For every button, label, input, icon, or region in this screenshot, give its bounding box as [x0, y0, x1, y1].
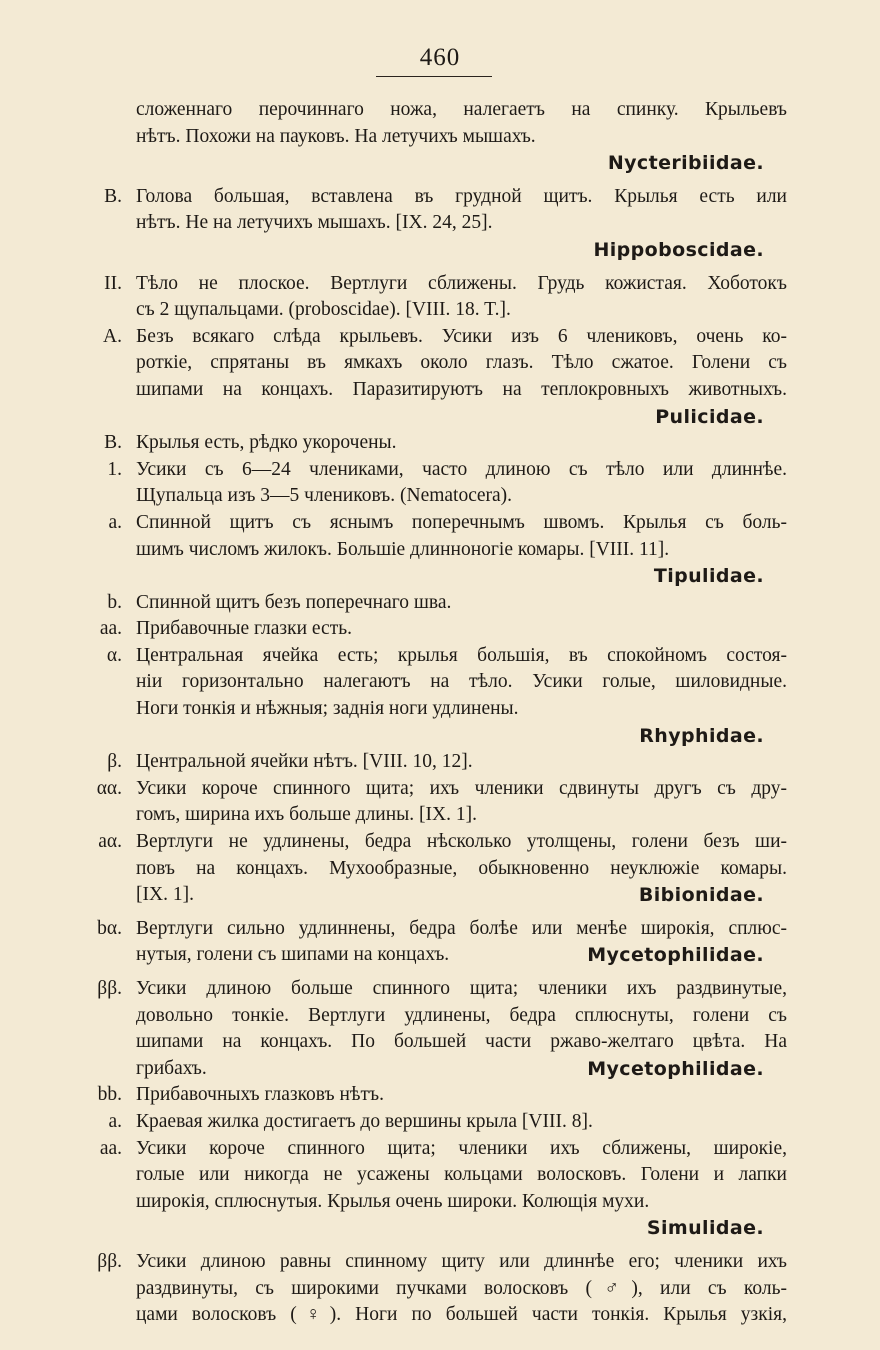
key-marker: aα. [98, 831, 122, 853]
text-line [0, 124, 880, 151]
paragraph-gap [0, 909, 880, 916]
line-text: шипами на концахъ. По большей части ржаво-желтаго цвѣта. На [136, 1031, 787, 1053]
text-line [0, 1276, 880, 1303]
paragraph-gap [0, 969, 880, 976]
line-text: повъ на концахъ. Мухообразные, обыкновенно неуклюжіе комары. [136, 857, 787, 879]
line-text: Усики короче спинного щита; членики ихъ сближены, широкіе, [136, 1137, 787, 1159]
line-text: Щупальца изъ 3—5 члениковъ. (Nematocera). [136, 485, 513, 507]
line-text: Усики длиною больше спинного щита; членики ихъ раздвинутые, [136, 978, 787, 999]
line-text: Усики съ 6—24 члениками, часто длиною съ тѣло или длиннѣе. [136, 458, 787, 480]
key-marker: bα. [97, 917, 122, 939]
line-text: съ 2 щупальцами. (proboscidae). [VIII. 18. T.]. [136, 299, 511, 321]
key-marker: β. [107, 751, 122, 773]
text-line [0, 97, 880, 124]
line-text: ніи горизонтально налегаютъ на тѣло. Усики голые, шиловидные. [136, 671, 787, 693]
text-line [0, 1189, 880, 1216]
text-line [0, 1109, 880, 1136]
text-line [0, 324, 880, 351]
text-line [0, 563, 880, 590]
text-line [0, 723, 880, 750]
line-text: [IX. 1]. [136, 884, 194, 906]
text-line [0, 1215, 880, 1242]
family-name: Mycetophilidae. [587, 944, 764, 967]
line-text: нѣтъ. Не на летучихъ мышахъ. [IX. 24, 25]. [136, 212, 493, 234]
key-marker: αα. [96, 777, 122, 799]
text-line [0, 616, 880, 643]
paragraph-gap [0, 264, 880, 271]
text-line [0, 1249, 880, 1276]
family-name: Rhyphidae. [639, 724, 764, 747]
text-line [0, 1082, 880, 1109]
text-line [0, 457, 880, 484]
text-line [0, 1136, 880, 1163]
text-line [0, 942, 880, 969]
page-text [0, 97, 880, 1329]
line-text: Прибавочныхъ глазковъ нѣтъ. [136, 1084, 384, 1106]
line-text: Голова большая, вставлена въ грудной щитъ. Крылья есть или [136, 185, 787, 207]
key-marker: a. [108, 511, 122, 533]
text-line [0, 537, 880, 564]
text-line [0, 802, 880, 829]
line-text: шимъ числомъ жилокъ. Большіе длинноногіе комары. [VIII. 11]. [136, 538, 670, 560]
line-text: Спинной щитъ съ яснымъ поперечнымъ швомъ. Крылья съ боль- [136, 511, 787, 533]
line-text: Крылья есть, рѣдко укорочены. [136, 432, 397, 454]
line-text: раздвинуты, съ широкими пучками волосковъ (♂), или съ коль- [136, 1277, 787, 1299]
page-number: 460 [419, 44, 461, 71]
text-line [0, 150, 880, 177]
key-marker: ββ. [97, 1250, 122, 1272]
text-line [0, 916, 880, 943]
text-line [0, 237, 880, 264]
paragraph-gap [0, 1242, 880, 1249]
text-line [0, 510, 880, 537]
line-text: роткіе, спрятаны въ ямкахъ около глазъ. Тѣло сжатое. Голени съ [136, 352, 787, 374]
line-text: нутыя, голени съ шипами на концахъ. [136, 944, 450, 966]
header-rule [376, 76, 492, 77]
line-text: нѣтъ. Похожи на пауковъ. На летучихъ мышахъ. [136, 125, 536, 147]
line-text: Центральная ячейка есть; крылья большія, въ спокойномъ состоя- [136, 644, 787, 666]
family-name: Hippoboscidae. [593, 238, 764, 261]
line-text: грибахъ. [136, 1057, 207, 1079]
text-line [0, 856, 880, 883]
line-text: гомъ, ширина ихъ больше длины. [IX. 1]. [136, 804, 477, 826]
text-line [0, 1003, 880, 1030]
line-text: Центральной ячейки нѣтъ. [VIII. 10, 12]. [136, 751, 473, 773]
text-line [0, 350, 880, 377]
key-marker: II. [104, 272, 122, 294]
family-name: Pulicidae. [655, 405, 764, 428]
key-marker: A. [103, 325, 122, 347]
text-line [0, 1162, 880, 1189]
text-line [0, 749, 880, 776]
line-text: Безъ всякаго слѣда крыльевъ. Усики изъ 6 члениковъ, очень ко- [136, 325, 787, 347]
text-line [0, 483, 880, 510]
text-line [0, 377, 880, 404]
text-line [0, 404, 880, 431]
text-line [0, 297, 880, 324]
key-marker: a. [108, 1110, 122, 1132]
text-line [0, 1056, 880, 1083]
key-marker: ββ. [97, 978, 122, 999]
family-name: Mycetophilidae. [587, 1057, 764, 1080]
line-text: Тѣло не плоское. Вертлуги сближены. Грудь кожистая. Хоботокъ [136, 272, 787, 294]
text-line [0, 1302, 880, 1329]
text-line [0, 590, 880, 617]
line-text: Усики длиною равны спинному щиту или длиннѣе его; членики ихъ [136, 1250, 787, 1272]
line-text: Усики короче спинного щита; ихъ членики сдвинуты другъ съ дру- [136, 777, 787, 799]
text-line [0, 776, 880, 803]
family-name: Simulidae. [646, 1217, 764, 1240]
text-line [0, 271, 880, 298]
line-text: цами волосковъ (♀). Ноги по большей части тонкія. Крылья узкія, [136, 1304, 787, 1326]
text-line [0, 696, 880, 723]
line-text: Вертлуги сильно удлиннены, бедра болѣе или менѣе широкія, сплюс- [136, 917, 787, 939]
text-line [0, 430, 880, 457]
text-line [0, 1029, 880, 1056]
line-text: шипами на концахъ. Паразитируютъ на теплокровныхъ животныхъ. [136, 378, 787, 400]
key-marker: bb. [97, 1084, 122, 1106]
text-line [0, 184, 880, 211]
family-name: Tipulidae. [653, 565, 764, 588]
key-marker: b. [107, 591, 122, 613]
line-text: Вертлуги не удлинены, бедра нѣсколько утолщены, голени безъ ши- [136, 831, 787, 853]
text-line [0, 976, 880, 1003]
text-line [0, 669, 880, 696]
line-text: широкія, сплюснутыя. Крылья очень широки. Колющія мухи. [136, 1190, 650, 1212]
key-marker: B. [104, 185, 122, 207]
key-marker: 1. [107, 458, 122, 480]
line-text: Краевая жилка достигаетъ до вершины крыла [VIII. 8]. [136, 1110, 593, 1132]
line-text: сложеннаго перочиннаго ножа, налегаетъ на спинку. Крыльевъ [136, 99, 787, 120]
line-text: Прибавочные глазки есть. [136, 618, 353, 640]
paragraph-gap [0, 177, 880, 184]
family-name: Nycteribiidae. [607, 152, 764, 175]
key-marker: aa. [99, 1137, 122, 1159]
line-text: голые или никогда не усажены кольцами волосковъ. Голени и лапки [136, 1164, 787, 1186]
key-marker: α. [106, 644, 122, 666]
text-line [0, 643, 880, 670]
text-line [0, 829, 880, 856]
text-line [0, 210, 880, 237]
line-text: Спинной щитъ безъ поперечнаго шва. [136, 591, 452, 613]
key-marker: B. [104, 432, 122, 454]
line-text: Ноги тонкія и нѣжныя; заднія ноги удлинены. [136, 698, 519, 720]
text-line [0, 882, 880, 909]
key-marker: aa. [99, 618, 122, 640]
family-name: Bibionidae. [638, 884, 764, 907]
line-text: довольно тонкіе. Вертлуги удлинены, бедра сплюснуты, голени съ [136, 1004, 787, 1026]
